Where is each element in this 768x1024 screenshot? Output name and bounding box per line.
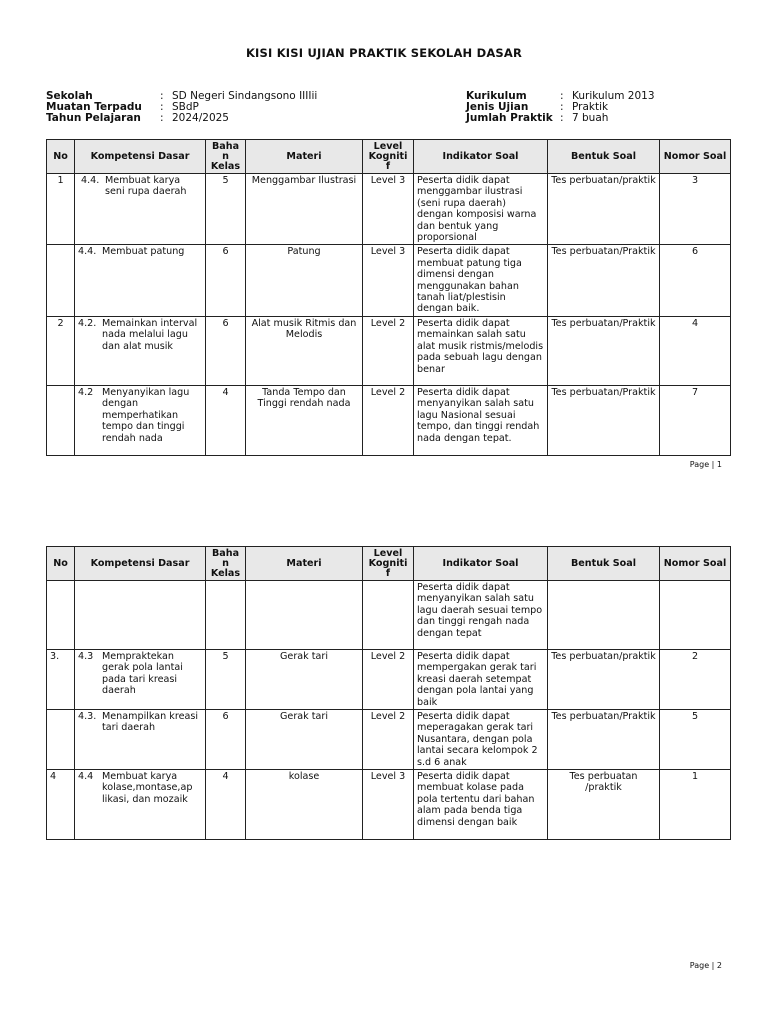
meta-sep: : <box>160 101 164 113</box>
cell-bentuk-soal: Tes perbuatan/Praktik <box>548 710 660 770</box>
cell-kompetensi-dasar <box>75 770 206 840</box>
kd-code: 4.4. <box>78 246 97 258</box>
cell-materi: Alat musik Ritmis dan Melodis <box>246 316 363 385</box>
cell-materi <box>246 581 363 650</box>
cell-indikator: Peserta didik dapat menyanyikan salah satu lagu daerah sesuai tempo dan tinggi rengah nada dengan tepat <box>414 581 548 650</box>
cell-no <box>47 385 75 455</box>
cell-materi: Patung <box>246 245 363 316</box>
cell-indikator: Peserta didik dapat mempergakan gerak tari kreasi daerah setempat dengan pola lantai yang baik <box>414 650 548 710</box>
cell-bahan-kelas: 6 <box>206 316 246 385</box>
meta-value: Kurikulum 2013 <box>572 90 655 102</box>
header-indikator-soal: Indikator Soal <box>414 547 548 581</box>
document-title: KISI KISI UJIAN PRAKTIK SEKOLAH DASAR <box>245 46 523 60</box>
cell-indikator: Peserta didik dapat menggambar ilustrasi (seni rupa daerah) dengan komposisi warna dan bentuk yang proporsional <box>414 174 548 245</box>
kd-text: Membuat patung <box>102 246 185 258</box>
kd-code: 4.4 <box>78 771 94 783</box>
meta-label: Jumlah Praktik <box>466 112 553 124</box>
header-no: No <box>47 140 75 174</box>
cell-level: Level 2 <box>363 316 414 385</box>
kd-code: 4.3 <box>78 651 94 662</box>
kd-code: 4.4. <box>81 175 100 186</box>
kd-text: Menampilkan kreasi tari daerah <box>102 711 199 734</box>
table-row <box>47 385 731 455</box>
header-materi: Materi <box>246 547 363 581</box>
cell-materi: Gerak tari <box>246 710 363 770</box>
kd-text: Membuat karya kolase,montase,ap likasi, dan mozaik <box>102 771 193 805</box>
table-row <box>47 581 731 650</box>
meta-left <box>46 91 317 124</box>
cell-materi: kolase <box>246 770 363 840</box>
meta-value: 7 buah <box>572 112 609 124</box>
meta-sep: : <box>560 112 564 124</box>
kisi-table-page-1 <box>46 139 731 456</box>
cell-bahan-kelas: 5 <box>206 174 246 245</box>
meta-value: 2024/2025 <box>172 112 229 124</box>
header-level-kognitif: Level Kogniti f <box>363 547 414 581</box>
cell-no: 3. <box>47 650 75 710</box>
header-bahan-kelas: Baha n Kelas <box>206 140 246 174</box>
meta-label: Muatan Terpadu <box>46 101 142 113</box>
cell-level: Level 2 <box>363 385 414 455</box>
cell-no: 1 <box>47 174 75 245</box>
meta-sep: : <box>560 90 564 102</box>
kd-text: Mempraktekan gerak pola lantai pada tari kreasi daerah <box>102 651 183 697</box>
meta-sep: : <box>560 101 564 113</box>
meta-label: Tahun Pelajaran <box>46 112 141 124</box>
cell-bahan-kelas: 5 <box>206 650 246 710</box>
meta-value: SD Negeri Sindangsono IIIIii <box>172 90 318 102</box>
meta-value: Praktik <box>572 101 609 113</box>
cell-level: Level 3 <box>363 174 414 245</box>
cell-nomor-soal: 1 <box>660 770 731 840</box>
cell-bentuk-soal: Tes perbuatan/Praktik <box>548 316 660 385</box>
header-bentuk-soal: Bentuk Soal <box>548 140 660 174</box>
table-row <box>47 710 731 770</box>
meta-row-tahun <box>46 113 317 124</box>
cell-materi: Gerak tari <box>246 650 363 710</box>
cell-nomor-soal: 3 <box>660 174 731 245</box>
header-nomor-soal: Nomor Soal <box>660 547 731 581</box>
cell-bentuk-soal: Tes perbuatan/Praktik <box>548 245 660 316</box>
cell-indikator: Peserta didik dapat menyanyikan salah satu lagu Nasional sesuai tempo, dan tinggi rendah nada dengan tepat. <box>414 385 548 455</box>
cell-nomor-soal: 7 <box>660 385 731 455</box>
cell-indikator: Peserta didik dapat memainkan salah satu alat musik ristmis/melodis pada sebuah lagu dengan benar <box>414 316 548 385</box>
cell-nomor-soal: 6 <box>660 245 731 316</box>
cell-level: Level 2 <box>363 710 414 770</box>
cell-level: Level 2 <box>363 650 414 710</box>
header-nomor-soal: Nomor Soal <box>660 140 731 174</box>
kd-text: Menyanyikan lagu dengan memperhatikan tempo dan tinggi rendah nada <box>102 386 190 444</box>
table-row <box>47 174 731 245</box>
kisi-table-page-2 <box>46 546 731 840</box>
header-level-kognitif: Level Kogniti f <box>363 140 414 174</box>
meta-label: Sekolah <box>46 90 93 102</box>
cell-kompetensi-dasar <box>75 581 206 650</box>
table-row <box>47 245 731 316</box>
cell-bahan-kelas: 6 <box>206 710 246 770</box>
header-no: No <box>47 547 75 581</box>
cell-no <box>47 581 75 650</box>
cell-nomor-soal: 5 <box>660 710 731 770</box>
cell-no: 4 <box>47 770 75 840</box>
cell-kompetensi-dasar <box>75 316 206 385</box>
table-header-row <box>47 140 731 174</box>
meta-row-jumlah <box>466 113 655 124</box>
meta-label: Jenis Ujian <box>466 101 529 113</box>
table-header-row <box>47 547 731 581</box>
meta-right <box>466 91 655 124</box>
page-number-1: Page | 1 <box>689 460 722 469</box>
cell-nomor-soal: 4 <box>660 316 731 385</box>
cell-bahan-kelas <box>206 581 246 650</box>
meta-sep: : <box>160 112 164 124</box>
cell-nomor-soal <box>660 581 731 650</box>
page-number-2: Page | 2 <box>689 961 722 970</box>
cell-kompetensi-dasar <box>75 174 206 245</box>
header-kompetensi-dasar: Kompetensi Dasar <box>75 547 206 581</box>
cell-no <box>47 245 75 316</box>
meta-label: Kurikulum <box>466 90 527 102</box>
header-materi: Materi <box>246 140 363 174</box>
header-bentuk-soal: Bentuk Soal <box>548 547 660 581</box>
kd-text: Memainkan interval nada melalui lagu dan alat musik <box>102 317 198 352</box>
cell-materi: Tanda Tempo dan Tinggi rendah nada <box>246 385 363 455</box>
meta-sep: : <box>160 90 164 102</box>
cell-kompetensi-dasar <box>75 385 206 455</box>
header-indikator-soal: Indikator Soal <box>414 140 548 174</box>
cell-kompetensi-dasar <box>75 650 206 710</box>
header-bahan-kelas: Baha n Kelas <box>206 547 246 581</box>
cell-bahan-kelas: 4 <box>206 385 246 455</box>
cell-indikator: Peserta didik dapat membuat patung tiga dimensi dengan menggunakan bahan tanah liat/plestisin dengan baik. <box>414 245 548 316</box>
meta-value: SBdP <box>172 101 199 113</box>
kd-code: 4.3. <box>78 711 97 723</box>
table-row <box>47 316 731 385</box>
cell-level: Level 3 <box>363 770 414 840</box>
cell-nomor-soal: 2 <box>660 650 731 710</box>
cell-kompetensi-dasar <box>75 245 206 316</box>
kd-text: Membuat karya seni rupa daerah <box>105 175 187 198</box>
cell-bentuk-soal: Tes perbuatan/praktik <box>548 174 660 245</box>
table-row <box>47 650 731 710</box>
cell-kompetensi-dasar <box>75 710 206 770</box>
cell-materi: Menggambar Ilustrasi <box>246 174 363 245</box>
cell-bentuk-soal: Tes perbuatan /praktik <box>548 770 660 840</box>
cell-bentuk-soal <box>548 581 660 650</box>
kd-code: 4.2 <box>78 386 94 398</box>
cell-level <box>363 581 414 650</box>
cell-no: 2 <box>47 316 75 385</box>
table-row <box>47 770 731 840</box>
cell-level: Level 3 <box>363 245 414 316</box>
header-kompetensi-dasar: Kompetensi Dasar <box>75 140 206 174</box>
cell-no <box>47 710 75 770</box>
cell-bahan-kelas: 6 <box>206 245 246 316</box>
cell-bentuk-soal: Tes perbuatan/Praktik <box>548 385 660 455</box>
cell-bahan-kelas: 4 <box>206 770 246 840</box>
cell-indikator: Peserta didik dapat membuat kolase pada pola tertentu dari bahan alam pada benda tiga dimensi dengan baik <box>414 770 548 840</box>
cell-indikator: Peserta didik dapat meperagakan gerak tari Nusantara, dengan pola lantai secara kelompok 2 s.d 6 anak <box>414 710 548 770</box>
kd-code: 4.2. <box>78 317 97 329</box>
cell-bentuk-soal: Tes perbuatan/praktik <box>548 650 660 710</box>
